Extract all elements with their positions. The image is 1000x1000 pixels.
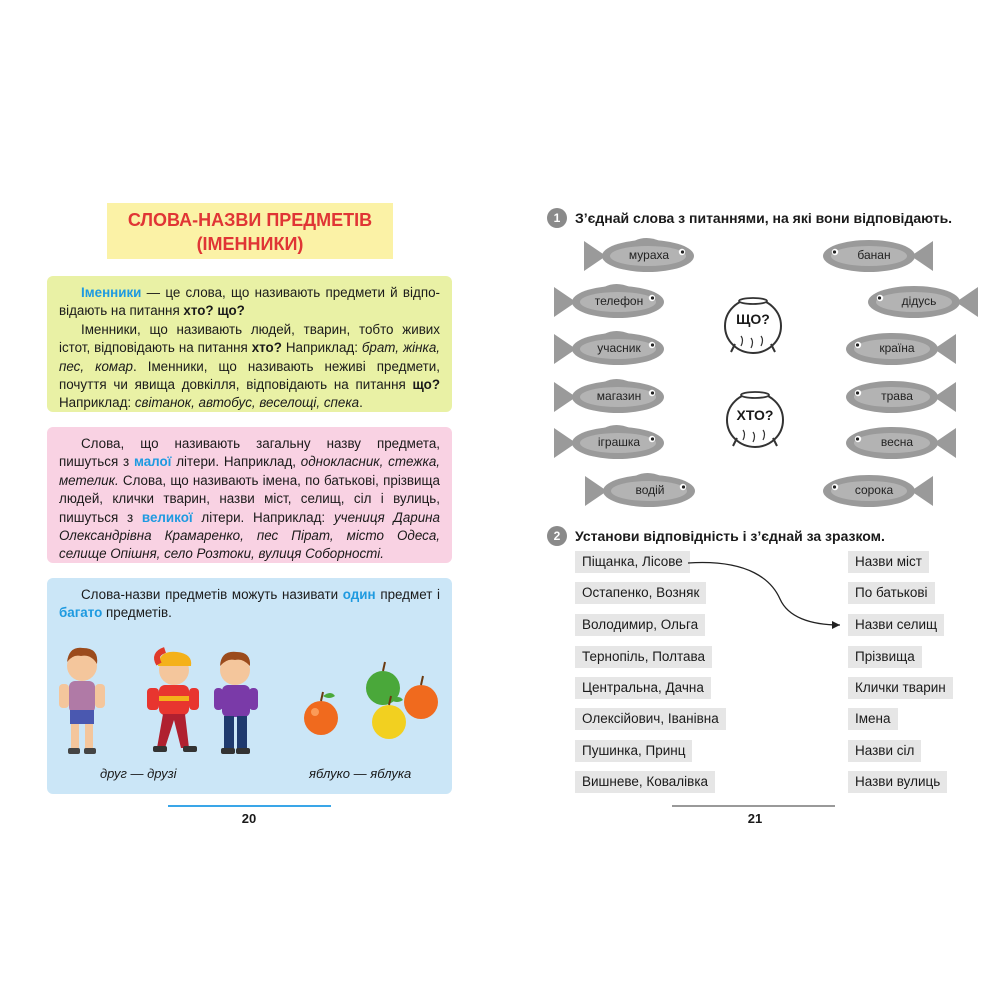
match-right-item[interactable]: Імена — [848, 708, 898, 730]
footer-divider-left — [168, 805, 331, 807]
fish-word-label: мураха — [628, 248, 670, 262]
fish-word-right[interactable] — [838, 424, 958, 462]
definition-paragraph-2: Іменники, що називають людей, тварин, тобто живих істот, відповідають на питання хто? Наприклад: брат, жінка, пес, комар. Іменники, що називають неживі предмети, почуття чи явища довкілля, відповідають на питання що? Наприклад: світанок, автобус, веселощі, спека. — [59, 321, 440, 411]
capitalization-panel — [47, 427, 452, 563]
definition-paragraph-1: Іменники — це слова, що називають предмети й відповідають на питання хто? що? — [59, 285, 440, 319]
match-right-item[interactable]: Прізвища — [848, 646, 922, 668]
task-1-instruction: З’єднай слова з питаннями, на які вони відповідають. — [575, 210, 953, 226]
match-left-item[interactable]: Центральна, Дачна — [575, 677, 711, 699]
fish-word-label: весна — [880, 435, 914, 449]
boy-purple — [214, 652, 258, 754]
boys-illustration — [47, 644, 267, 762]
match-left-item[interactable]: Олексійович, Іванівна — [575, 708, 726, 730]
match-right-item[interactable]: Назви селищ — [848, 614, 944, 636]
match-left-item[interactable]: Пушинка, Принц — [575, 740, 692, 762]
match-left-item[interactable]: Тернопіль, Полтава — [575, 646, 712, 668]
keyword-many: багато — [59, 605, 103, 621]
bowl-who[interactable] — [723, 386, 787, 450]
caption-apple: яблуко — яблука — [309, 766, 412, 781]
fish-word-left[interactable] — [552, 424, 672, 462]
task-2-instruction: Установи відповідність і з’єднай за зразком. — [575, 528, 885, 544]
fish-word-left[interactable] — [582, 237, 702, 275]
match-left-item[interactable]: Остапенко, Возняк — [575, 582, 706, 604]
fish-word-label: учасник — [597, 341, 641, 355]
page-number-left: 20 — [241, 811, 257, 826]
fish-word-left[interactable] — [583, 472, 703, 510]
fish-word-right[interactable] — [860, 283, 980, 321]
bowl-who-label: ХТО? — [736, 407, 774, 423]
fish-word-label: сорока — [854, 483, 894, 497]
fish-word-label: магазин — [596, 389, 642, 403]
capitalization-paragraph: Слова, що називають загальну назву предмета, пишуться з малої літери. Наприклад, однокласник, стежка, метелик. Слова, що називають імена, по батькові, прізвища людей, клички тварин, назви міст, селищ, сіл і вулиць, пишуться з великої літери. Наприклад: учениця Дарина Олександрівна Крамаренко, пес Пірат, місто Одеса, селище Опішня, село Розтоки, вулиця Соборності. — [59, 436, 440, 562]
fish-word-left[interactable] — [552, 330, 672, 368]
fish-word-right[interactable] — [815, 472, 935, 510]
match-right-item[interactable]: Назви вулиць — [848, 771, 947, 793]
apple-single — [304, 692, 338, 735]
fish-word-left[interactable] — [552, 283, 672, 321]
caption-friend: друг — друзі — [100, 766, 177, 781]
apple-group — [366, 662, 438, 739]
fish-word-label: телефон — [594, 294, 644, 308]
keyword-nouns: Іменники — [81, 285, 142, 300]
boy-cap — [147, 650, 199, 752]
page-number-right: 21 — [747, 811, 763, 826]
match-right-item[interactable]: Клички тварин — [848, 677, 953, 699]
fish-word-label: банан — [857, 248, 891, 262]
task-1-number: 1 — [547, 208, 567, 228]
definition-panel — [47, 276, 452, 412]
keyword-one: один — [342, 587, 376, 602]
match-right-item[interactable]: Назви сіл — [848, 740, 921, 762]
match-right-item[interactable]: Назви міст — [848, 551, 929, 573]
fish-word-label: трава — [881, 389, 913, 403]
number-paragraph: Слова-назви предметів можуть називати один предмет і багато предметів. — [59, 587, 441, 621]
task-2-number: 2 — [547, 526, 567, 546]
sample-connection-arrow — [680, 555, 850, 635]
keyword-lowercase: малої — [133, 454, 172, 470]
title-line-2: (ІМЕННИКИ) — [196, 234, 304, 254]
match-right-item[interactable]: По батькові — [848, 582, 935, 604]
page-title — [107, 203, 393, 259]
fish-word-right[interactable] — [838, 330, 958, 368]
boy-single — [59, 648, 105, 754]
keyword-uppercase: великої — [141, 509, 193, 525]
bowl-what[interactable] — [721, 292, 785, 356]
number-panel — [47, 578, 452, 794]
fish-word-label: водій — [635, 483, 665, 497]
fish-word-right[interactable] — [815, 237, 935, 275]
title-line-1: СЛОВА-НАЗВИ ПРЕДМЕТІВ — [127, 210, 373, 230]
fish-word-label: іграшка — [597, 435, 641, 449]
fish-word-left[interactable] — [552, 378, 672, 416]
apples-illustration — [299, 658, 449, 748]
match-left-item[interactable]: Володимир, Ольга — [575, 614, 705, 636]
bowl-what-label: ЩО? — [736, 311, 770, 327]
fish-word-label: дідусь — [901, 294, 937, 308]
fish-word-right[interactable] — [838, 378, 958, 416]
match-left-item[interactable]: Піщанка, Лісове — [575, 551, 690, 573]
match-left-item[interactable]: Вишневе, Ковалівка — [575, 771, 715, 793]
footer-divider-right — [672, 805, 835, 807]
fish-word-label: країна — [879, 341, 915, 355]
